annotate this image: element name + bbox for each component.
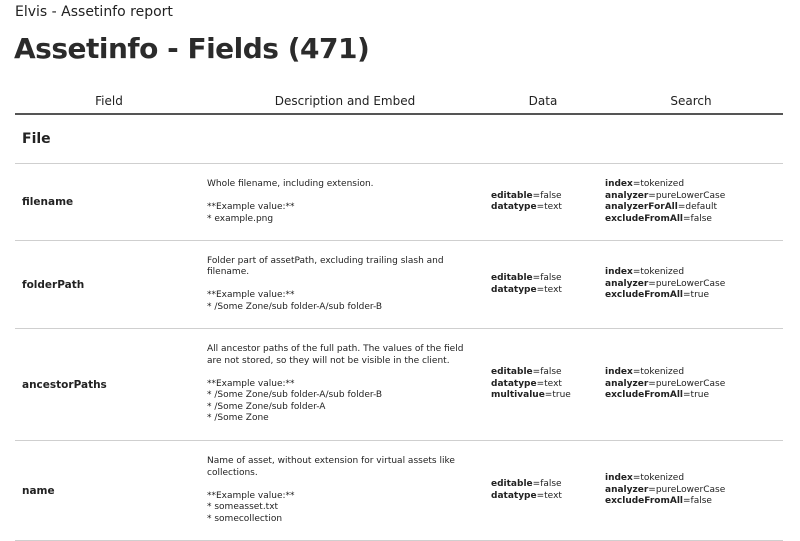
property-key: index bbox=[605, 367, 633, 378]
description-line: * /Some Zone/sub folder-A/sub folder-B bbox=[207, 301, 383, 312]
property-value: pureLowerCase bbox=[655, 484, 726, 495]
property-value: default bbox=[685, 202, 718, 212]
data-properties bbox=[487, 164, 599, 241]
data-property: editable=false bbox=[491, 479, 562, 489]
data-property: datatype=text bbox=[491, 378, 562, 389]
property-value: false bbox=[540, 367, 562, 378]
field-description bbox=[203, 329, 487, 441]
field-name: filename bbox=[15, 164, 203, 241]
search-property: index=tokenized bbox=[605, 473, 685, 484]
property-key: editable bbox=[491, 479, 533, 489]
property-value: tokenized bbox=[640, 367, 685, 378]
property-key: editable bbox=[491, 190, 533, 201]
property-value: pureLowerCase bbox=[655, 378, 726, 389]
property-key: datatype bbox=[491, 202, 537, 212]
property-value: tokenized bbox=[640, 179, 685, 189]
property-key: analyzerForAll bbox=[605, 202, 678, 212]
data-property: datatype=text bbox=[491, 202, 562, 212]
table-row bbox=[15, 441, 783, 541]
data-property: datatype=text bbox=[491, 490, 562, 501]
description-spacer bbox=[207, 279, 475, 291]
property-key: analyzer bbox=[605, 278, 649, 289]
description-line: Folder part of assetPath, excluding trailing slash and bbox=[207, 255, 444, 266]
search-property: index=tokenized bbox=[605, 179, 685, 189]
property-key: datatype bbox=[491, 284, 537, 295]
search-property: analyzerForAll=default bbox=[605, 202, 718, 212]
property-value: text bbox=[544, 490, 562, 501]
search-property: analyzer=pureLowerCase bbox=[605, 484, 726, 495]
description-line: collections. bbox=[207, 467, 258, 478]
property-value: pureLowerCase bbox=[655, 278, 726, 289]
property-value: true bbox=[690, 390, 710, 401]
property-value: tokenized bbox=[640, 267, 685, 278]
description-line: **Example value:** bbox=[207, 290, 295, 301]
search-property: analyzer=pureLowerCase bbox=[605, 190, 726, 201]
description-line: filename. bbox=[207, 267, 250, 278]
search-property: analyzer=pureLowerCase bbox=[605, 378, 726, 389]
description-line: **Example value:** bbox=[207, 378, 295, 389]
property-value: text bbox=[544, 284, 562, 295]
property-key: datatype bbox=[491, 378, 537, 389]
field-name: ancestorPaths bbox=[15, 329, 203, 441]
description-spacer bbox=[207, 479, 475, 491]
property-key: multivalue bbox=[491, 390, 545, 401]
property-value: false bbox=[540, 273, 562, 283]
property-key: analyzer bbox=[605, 190, 649, 201]
search-properties bbox=[599, 441, 783, 541]
search-property: index=tokenized bbox=[605, 267, 685, 278]
description-spacer bbox=[207, 191, 475, 203]
page-header: Elvis - Assetinfo report bbox=[15, 4, 173, 20]
search-properties bbox=[599, 329, 783, 441]
property-value: true bbox=[552, 390, 571, 401]
column-header-description: Description and Embed bbox=[203, 90, 487, 114]
description-line: * somecollection bbox=[207, 513, 283, 524]
data-property: multivalue=true bbox=[491, 390, 571, 401]
description-line: All ancestor paths of the full path. The values of the field bbox=[207, 344, 464, 355]
data-property: editable=false bbox=[491, 190, 562, 201]
description-line: Whole filename, including extension. bbox=[207, 179, 374, 189]
property-value: false bbox=[690, 213, 712, 224]
property-key: index bbox=[605, 473, 633, 484]
property-value: false bbox=[540, 479, 562, 489]
data-properties bbox=[487, 441, 599, 541]
search-property: analyzer=pureLowerCase bbox=[605, 278, 726, 289]
column-header-field: Field bbox=[15, 90, 203, 114]
field-name: name bbox=[15, 441, 203, 541]
description-line: * /Some Zone/sub folder-A bbox=[207, 401, 326, 412]
property-key: excludeFromAll bbox=[605, 496, 683, 507]
description-line: Name of asset, without extension for virtual assets like bbox=[207, 456, 455, 466]
property-key: analyzer bbox=[605, 484, 649, 495]
property-key: index bbox=[605, 179, 633, 189]
property-value: true bbox=[690, 290, 710, 301]
column-header-data: Data bbox=[487, 90, 599, 114]
data-properties bbox=[487, 329, 599, 441]
page-title: Assetinfo - Fields (471) bbox=[14, 32, 370, 65]
description-line: * example.png bbox=[207, 213, 274, 224]
property-key: excludeFromAll bbox=[605, 390, 683, 401]
description-line: * /Some Zone bbox=[207, 413, 269, 424]
field-name: folderPath bbox=[15, 241, 203, 329]
data-property: editable=false bbox=[491, 273, 562, 283]
property-key: editable bbox=[491, 367, 533, 378]
description-line: * someasset.txt bbox=[207, 502, 279, 512]
table-header-row bbox=[15, 90, 783, 114]
property-key: excludeFromAll bbox=[605, 290, 683, 301]
property-value: false bbox=[690, 496, 712, 507]
property-value: tokenized bbox=[640, 473, 685, 484]
property-key: datatype bbox=[491, 490, 537, 501]
data-property: datatype=text bbox=[491, 284, 562, 295]
field-description bbox=[203, 441, 487, 541]
search-property: excludeFromAll=false bbox=[605, 496, 712, 507]
field-description bbox=[203, 164, 487, 241]
search-property: excludeFromAll=true bbox=[605, 290, 710, 301]
property-key: index bbox=[605, 267, 633, 278]
description-spacer bbox=[207, 367, 475, 379]
search-properties bbox=[599, 241, 783, 329]
property-key: excludeFromAll bbox=[605, 213, 683, 224]
data-properties bbox=[487, 241, 599, 329]
property-value: pureLowerCase bbox=[655, 190, 726, 201]
property-value: false bbox=[540, 190, 562, 201]
property-value: text bbox=[544, 202, 562, 212]
property-key: analyzer bbox=[605, 378, 649, 389]
column-header-search: Search bbox=[599, 90, 783, 114]
search-property: excludeFromAll=true bbox=[605, 390, 710, 401]
search-properties bbox=[599, 164, 783, 241]
table-row bbox=[15, 164, 783, 241]
table-row bbox=[15, 329, 783, 441]
data-property: editable=false bbox=[491, 367, 562, 378]
section-row bbox=[15, 114, 783, 164]
section-title: File bbox=[15, 114, 783, 164]
property-value: text bbox=[544, 378, 562, 389]
table-row bbox=[15, 241, 783, 329]
description-line: * /Some Zone/sub folder-A/sub folder-B bbox=[207, 390, 383, 401]
fields-table bbox=[15, 90, 783, 541]
description-line: **Example value:** bbox=[207, 490, 295, 501]
field-description bbox=[203, 241, 487, 329]
search-property: index=tokenized bbox=[605, 367, 685, 378]
search-property: excludeFromAll=false bbox=[605, 213, 712, 224]
description-line: are not stored, so they will not be visible in the client. bbox=[207, 355, 450, 366]
description-line: **Example value:** bbox=[207, 202, 295, 212]
property-key: editable bbox=[491, 273, 533, 283]
